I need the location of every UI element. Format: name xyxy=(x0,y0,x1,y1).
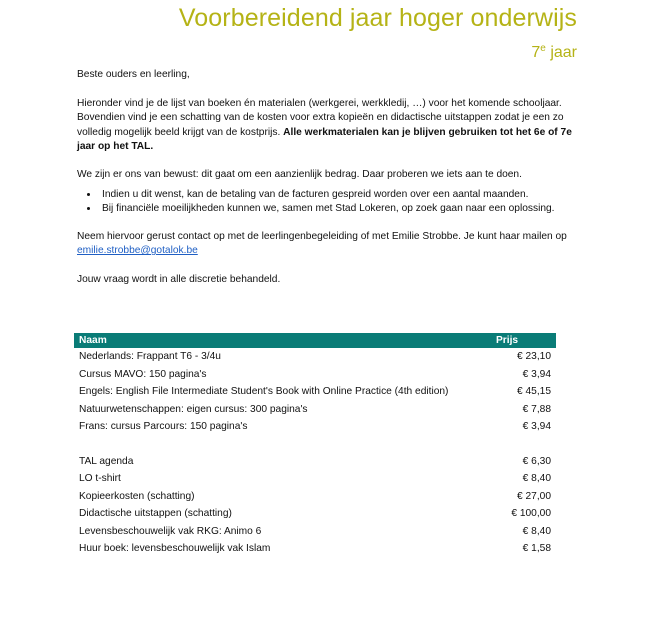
letter-body xyxy=(77,68,577,288)
item-name: LO t-shirt xyxy=(79,473,121,485)
item-name: Didactische uitstappen (schatting) xyxy=(79,508,232,520)
item-name: Natuurwetenschappen: eigen cursus: 300 pagina's xyxy=(79,403,308,415)
intro-paragraph xyxy=(77,97,577,155)
item-name: Engels: English File Intermediate Student's Book with Online Practice (4th edition) xyxy=(79,386,449,398)
item-price: € 6,30 xyxy=(522,455,551,467)
item-price: € 23,10 xyxy=(517,351,551,363)
contact-paragraph xyxy=(77,230,577,259)
table-row xyxy=(74,383,556,401)
table-header-row xyxy=(74,333,556,348)
bullet-item: • Indien u dit wenst, kan de betaling van de facturen gespreid worden over een aantal maanden. xyxy=(99,188,577,203)
item-price: € 7,88 xyxy=(522,403,551,415)
year-superscript: e xyxy=(540,43,546,54)
item-name: Kopieerkosten (schatting) xyxy=(79,490,195,502)
item-price: € 8,40 xyxy=(522,473,551,485)
item-price: € 100,00 xyxy=(511,508,551,520)
email-link[interactable]: emilie.strobbe@gotalok.be xyxy=(77,245,198,257)
item-price: € 45,15 xyxy=(517,386,551,398)
table-row xyxy=(74,505,556,523)
discretion-paragraph: Jouw vraag wordt in alle discretie behandeld. xyxy=(77,273,281,285)
column-header-price: Prijs xyxy=(486,333,556,348)
item-name: Frans: cursus Parcours: 150 pagina's xyxy=(79,421,248,433)
item-price: € 27,00 xyxy=(517,490,551,502)
item-price: € 3,94 xyxy=(522,368,551,380)
year-number: 7 xyxy=(531,44,541,61)
item-name: Cursus MAVO: 150 pagina's xyxy=(79,368,207,380)
contact-text: Neem hiervoor gerust contact op met de leerlingenbegeleiding of met Emilie Strobbe. Je kunt haar mailen op xyxy=(77,230,567,242)
bullet-list xyxy=(77,188,577,217)
page-title: Voorbereidend jaar hoger onderwijs xyxy=(178,4,577,32)
price-table xyxy=(74,333,556,558)
item-price: € 3,94 xyxy=(522,421,551,433)
table-row xyxy=(74,488,556,506)
item-name: Huur boek: levensbeschouwelijk vak Islam xyxy=(79,543,271,555)
table-row xyxy=(74,453,556,471)
column-header-name: Naam xyxy=(74,333,486,348)
table-row xyxy=(74,401,556,419)
table-row xyxy=(74,523,556,541)
item-price: € 8,40 xyxy=(522,525,551,537)
item-name: TAL agenda xyxy=(79,455,134,467)
greeting: Beste ouders en leerling, xyxy=(77,69,190,80)
intro-bold-text: Alle werkmaterialen kan je blijven gebruiken tot het 6e of 7e jaar op het TAL. xyxy=(77,126,572,153)
year-subtitle xyxy=(531,43,577,62)
table-row xyxy=(74,540,556,558)
table-row xyxy=(74,348,556,366)
item-price: € 1,58 xyxy=(522,543,551,555)
bullet-item: • Bij financiële moeilijkheden kunnen we, samen met Stad Lokeren, op zoek gaan naar een oplossing. xyxy=(99,202,577,217)
intro-text: Hieronder vind je de lijst van boeken én materialen (werkgerei, werkkledij, …) voor het komende schooljaar. Bovendien vind je een schatting van de kosten voor extra kopieën en didactische uitstappen zodat je een zo volledig mogelijk beeld krijgt van de kostprijs. xyxy=(77,97,564,138)
table-row xyxy=(74,418,556,436)
table-row xyxy=(74,470,556,488)
item-name: Levensbeschouwelijk vak RKG: Animo 6 xyxy=(79,525,262,537)
spacer-row xyxy=(74,436,556,453)
aware-paragraph: We zijn er ons van bewust: dit gaat om een aanzienlijk bedrag. Daar proberen we iets aan te doen. xyxy=(77,168,522,180)
year-word: jaar xyxy=(550,44,577,61)
table-row xyxy=(74,366,556,384)
item-name: Nederlands: Frappant T6 - 3/4u xyxy=(79,351,221,363)
